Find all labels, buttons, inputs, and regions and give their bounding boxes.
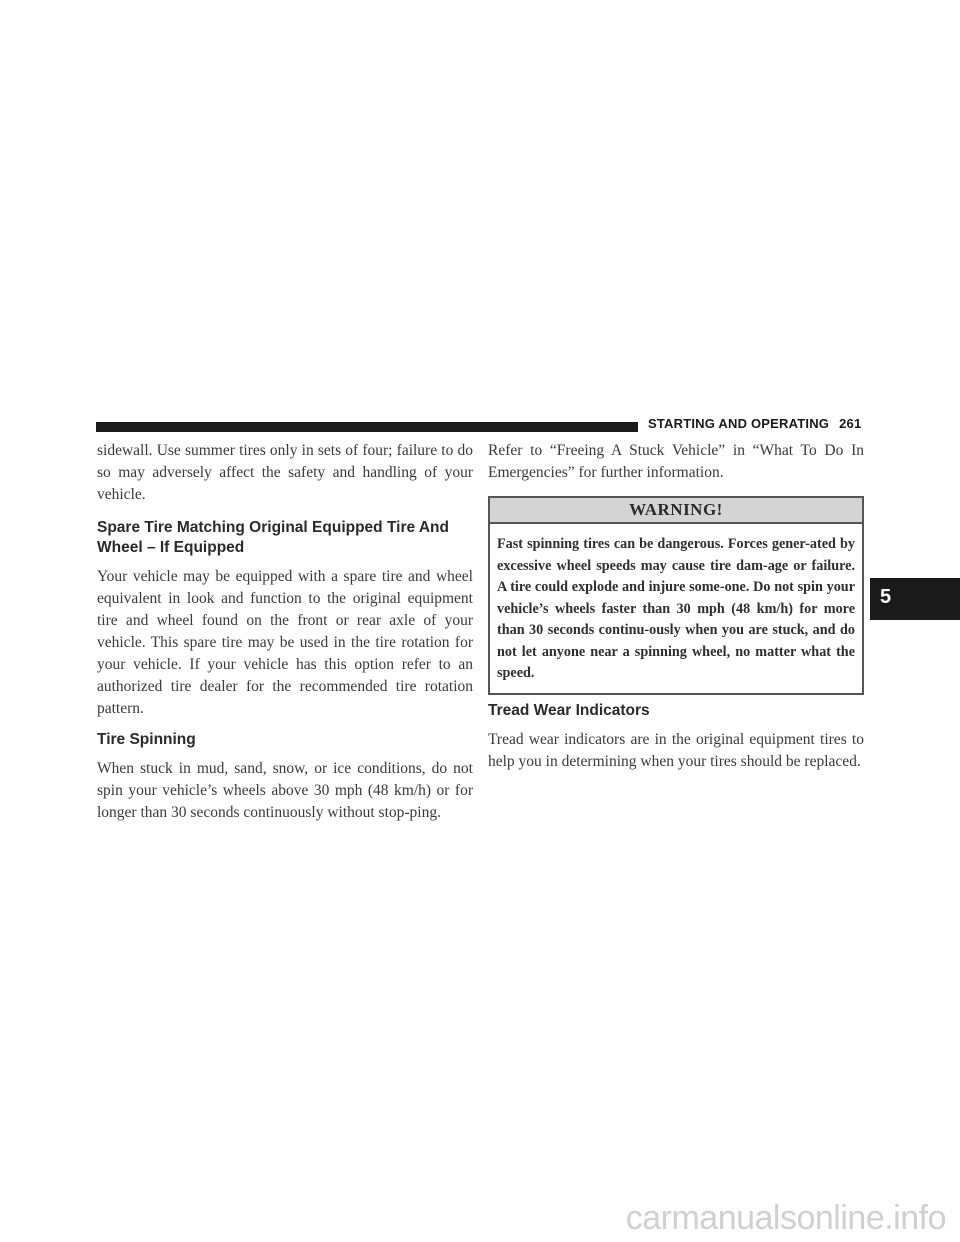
tread-wear-heading: Tread Wear Indicators — [488, 701, 650, 719]
left-column — [97, 440, 473, 824]
watermark: carmanualsonline.info — [625, 1199, 946, 1237]
spare-heading-line2: Wheel – If Equipped — [97, 539, 245, 556]
warning-title: WARNING! — [490, 498, 862, 524]
spare-tire-paragraph: Your vehicle may be equipped with a spare tire and wheel equivalent in look and function to the original equipment tire and wheel found on the front or rear axle of your vehicle. This spare tire may be used in the tire rotation for your vehicle. If your vehicle has this option refer to an authorized tire dealer for the recommended tire rotation pattern. — [97, 568, 473, 717]
tread-wear-paragraph: Tread wear indicators are in the original equipment tires to help you in determining when your tires should be replaced. — [488, 730, 864, 770]
warning-body: Fast spinning tires can be dangerous. Forces gener-ated by excessive wheel speeds may cause tire dam-age or failure. A tire could explode and injure some-one. Do not spin your vehicle’s wheels faster than 30 mph (48 km/h) for more than 30 seconds continu-ously when you are stuck, and do not let anyone near a spinning wheel, no matter what the speed. — [497, 536, 855, 681]
chapter-number: 5 — [880, 586, 892, 608]
tire-spinning-heading: Tire Spinning — [97, 731, 196, 748]
spare-tire-heading — [97, 518, 473, 558]
right-column — [488, 440, 864, 773]
page-number: 261 — [839, 416, 862, 431]
running-header — [648, 416, 861, 431]
warning-box — [488, 496, 864, 695]
intro-paragraph: sidewall. Use summer tires only in sets of four; failure to do so may adversely affect the safety and handling of your vehicle. — [97, 442, 473, 503]
spare-heading-line1: Spare Tire Matching Original Equipped Tire And — [97, 519, 449, 536]
tire-spinning-paragraph: When stuck in mud, sand, snow, or ice conditions, do not spin your vehicle’s wheels above 30 mph (48 km/h) or for longer than 30 seconds continuously without stop-ping. — [97, 760, 473, 821]
refer-paragraph: Refer to “Freeing A Stuck Vehicle” in “What To Do In Emergencies” for further information. — [488, 442, 864, 481]
section-title: STARTING AND OPERATING — [648, 416, 830, 431]
chapter-tab — [870, 578, 960, 620]
header-rule — [96, 422, 638, 432]
